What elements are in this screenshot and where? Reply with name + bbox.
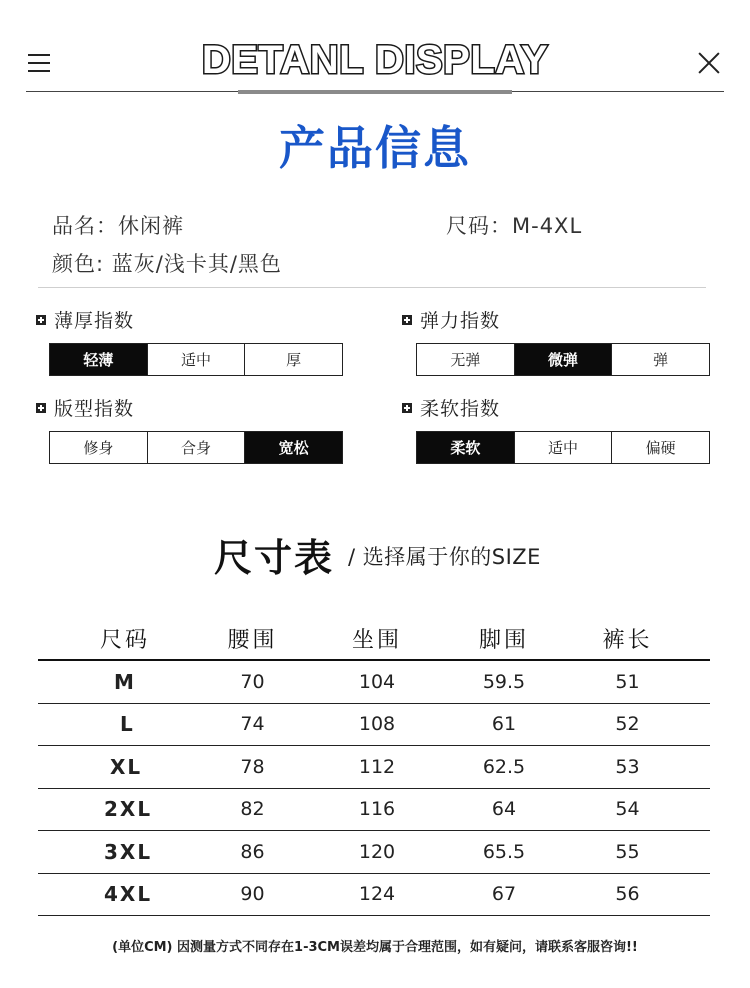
size-cell: 3XL xyxy=(104,839,153,864)
index-option-selected: 柔软 xyxy=(417,432,514,463)
index-option: 弹 xyxy=(611,344,709,375)
waist-cell: 82 xyxy=(240,798,265,821)
index-scale xyxy=(49,343,343,376)
table-header-row xyxy=(38,618,710,661)
index-title: 柔软指数 xyxy=(420,398,501,420)
index-scale xyxy=(416,343,710,376)
index-option-selected: 轻薄 xyxy=(50,344,147,375)
measurement-note: (单位CM) 因测量方式不同存在1-3CM误差均属于合理范围，如有疑问，请联系客服咨询!! xyxy=(112,940,638,955)
table-row xyxy=(38,874,710,917)
plus-square-icon xyxy=(402,315,412,325)
index-scale xyxy=(49,431,343,464)
product-name: 品名：休闲裤 xyxy=(52,214,184,238)
hip-cell: 104 xyxy=(358,670,396,693)
column-header: 坐围 xyxy=(351,628,402,653)
index-title: 薄厚指数 xyxy=(54,310,135,332)
column-header: 腰围 xyxy=(227,628,278,653)
product-size-range: 尺码：M-4XL xyxy=(446,214,583,238)
size-chart-subtitle: / 选择属于你的SIZE xyxy=(348,545,541,569)
index-group-softness xyxy=(402,394,710,464)
hem-cell: 65.5 xyxy=(482,840,526,863)
index-option-selected: 微弹 xyxy=(514,344,612,375)
index-option: 修身 xyxy=(83,439,114,457)
index-option: 适中 xyxy=(147,344,245,375)
plus-square-icon xyxy=(36,315,46,325)
hip-cell: 116 xyxy=(358,798,396,821)
size-chart-title: 尺寸表 xyxy=(214,536,335,580)
hem-cell: 62.5 xyxy=(482,755,526,778)
size-cell: XL xyxy=(110,754,143,779)
size-cell: M xyxy=(114,669,136,694)
index-option: 厚 xyxy=(244,344,342,375)
index-title: 弹力指数 xyxy=(420,310,501,332)
hem-cell: 64 xyxy=(491,798,517,821)
index-option: 适中 xyxy=(514,432,612,463)
length-cell: 51 xyxy=(615,670,640,693)
info-divider xyxy=(38,287,706,288)
size-cell: 4XL xyxy=(104,882,153,907)
table-row xyxy=(38,704,710,747)
close-icon[interactable] xyxy=(696,50,722,76)
waist-cell: 74 xyxy=(240,713,265,736)
hem-cell: 59.5 xyxy=(482,670,526,693)
column-header: 脚围 xyxy=(478,628,529,653)
product-info-title: 产品信息 xyxy=(279,121,471,175)
hem-cell: 67 xyxy=(491,883,517,906)
table-row xyxy=(38,831,710,874)
plus-square-icon xyxy=(36,403,46,413)
index-group-elasticity xyxy=(402,306,710,376)
length-cell: 56 xyxy=(615,883,640,906)
hip-cell: 108 xyxy=(358,713,396,736)
index-option: 合身 xyxy=(147,432,245,463)
length-cell: 54 xyxy=(615,798,640,821)
index-option-selected: 宽松 xyxy=(244,432,342,463)
header-divider-accent xyxy=(238,90,512,94)
size-table xyxy=(38,618,710,916)
table-row xyxy=(38,661,710,704)
index-option: 偏硬 xyxy=(611,432,709,463)
column-header: 尺码 xyxy=(100,628,151,653)
hip-cell: 124 xyxy=(358,883,396,906)
index-group-thickness xyxy=(36,306,343,376)
hip-cell: 120 xyxy=(358,840,396,863)
length-cell: 53 xyxy=(615,755,640,778)
hip-cell: 112 xyxy=(358,755,396,778)
index-option: 无弹 xyxy=(450,351,481,369)
size-cell: 2XL xyxy=(104,797,153,822)
waist-cell: 78 xyxy=(240,755,265,778)
index-title: 版型指数 xyxy=(54,398,135,420)
waist-cell: 90 xyxy=(240,883,265,906)
size-cell: L xyxy=(120,712,135,737)
index-scale xyxy=(416,431,710,464)
waist-cell: 70 xyxy=(240,670,265,693)
waist-cell: 86 xyxy=(240,840,265,863)
column-header: 裤长 xyxy=(602,628,653,653)
product-colors: 颜色: 蓝灰/浅卡其/黑色 xyxy=(52,252,282,276)
length-cell: 52 xyxy=(615,713,640,736)
brand-title: DETANL DISPLAY xyxy=(201,38,549,82)
index-group-fit xyxy=(36,394,343,464)
table-row xyxy=(38,746,710,789)
length-cell: 55 xyxy=(615,840,640,863)
table-row xyxy=(38,789,710,832)
hem-cell: 61 xyxy=(491,713,517,736)
plus-square-icon xyxy=(402,403,412,413)
